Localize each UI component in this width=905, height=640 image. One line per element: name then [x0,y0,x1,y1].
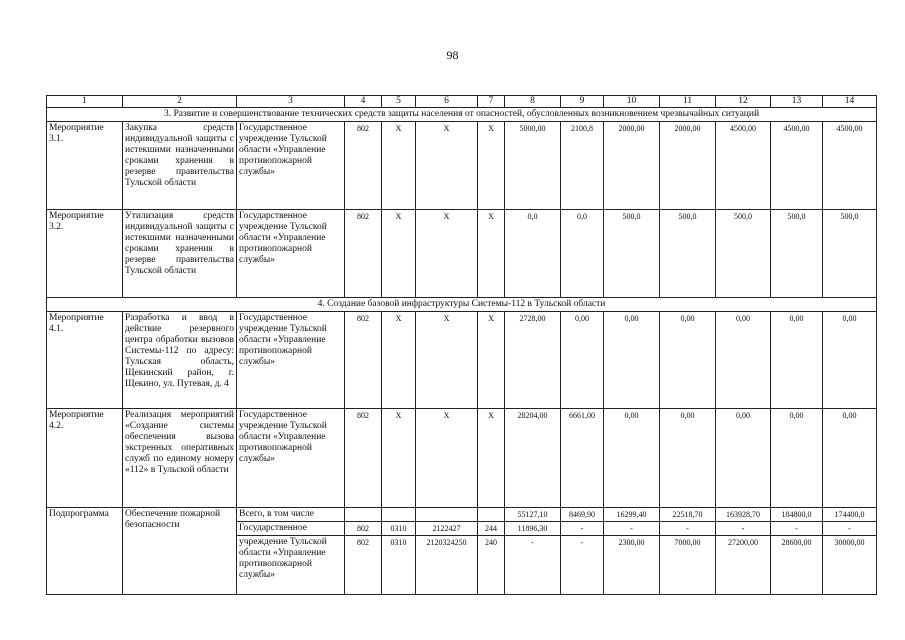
cell-c7: 244 [478,522,505,536]
cell-c5: X [382,122,416,210]
header-cell: 2 [123,96,237,108]
cell-c13: 0,00 [771,409,823,508]
cell-c12: - [716,522,771,536]
table-row [47,122,877,210]
table-row [47,312,877,409]
header-cell: 13 [771,96,823,108]
cell-c12: 4500,00 [716,122,771,210]
cell-c11: 0,00 [660,409,716,508]
subprogram-name: Обеспечение пожарной безопасности [123,508,237,595]
cell-c6: X [416,210,478,298]
cell-c9: 8469,90 [561,508,604,522]
header-row [47,96,877,108]
activity-name: Закупка средств индивидуальной защиты с истекшими назначенными сроками хранения в резерве правительства Тульской области [123,122,237,210]
cell-c10: - [604,522,660,536]
table-row [47,210,877,298]
cell-c6: X [416,409,478,508]
cell-c10: 16299,40 [604,508,660,522]
cell-c6: 2122427 [416,522,478,536]
cell-c9: 0,0 [561,210,604,298]
cell-c10: 0,00 [604,409,660,508]
executor: учреждение Тульской области «Управление противопожарной службы» [237,536,345,595]
cell-c9: 2100,8 [561,122,604,210]
executor: Государственное учреждение Тульской области «Управление противопожарной службы» [237,409,345,508]
activity-name: Разработка и ввод в действие резервного центра обработки вызовов Системы-112 по адресу: Тульская область, Щекинский район, г. Щекино, ул. Путевая, д. 4 [123,312,237,409]
cell-c14: - [823,522,877,536]
cell-c10: 2300,00 [604,536,660,595]
cell-c4: 802 [345,122,382,210]
cell-c4: 802 [345,409,382,508]
cell-c12: 500,0 [716,210,771,298]
cell-c4 [345,508,382,522]
activity-label: Мероприятие 4.2. [47,409,123,508]
cell-c13: 500,0 [771,210,823,298]
cell-c8: 0,0 [505,210,561,298]
executor: Государственное [237,522,345,536]
cell-c10: 0,00 [604,312,660,409]
cell-c9: - [561,536,604,595]
cell-c14: 0,00 [823,409,877,508]
header-cell: 1 [47,96,123,108]
cell-c13: 4500,00 [771,122,823,210]
activity-label: Мероприятие 4.1. [47,312,123,409]
cell-c11: - [660,522,716,536]
cell-c6: 2120324250 [416,536,478,595]
budget-table [46,95,877,595]
cell-c13: 28600,00 [771,536,823,595]
cell-c6: X [416,312,478,409]
cell-c7: X [478,210,505,298]
cell-c7 [478,508,505,522]
cell-c5 [382,508,416,522]
cell-c5: X [382,312,416,409]
cell-c14: 174400,0 [823,508,877,522]
cell-c12: 27200,00 [716,536,771,595]
cell-c11: 500,0 [660,210,716,298]
cell-c11: 7000,00 [660,536,716,595]
cell-c14: 4500,00 [823,122,877,210]
cell-c9: 0,00 [561,312,604,409]
section-4-title: 4. Создание базовой инфраструктуры Системы-112 в Тульской области [47,298,877,312]
cell-c4: 802 [345,210,382,298]
cell-c12: 163928,70 [716,508,771,522]
header-cell: 10 [604,96,660,108]
cell-c4: 802 [345,522,382,536]
activity-label: Мероприятие 3.2. [47,210,123,298]
cell-c14: 0,00 [823,312,877,409]
cell-c5: X [382,210,416,298]
page-number: 98 [446,48,459,62]
header-cell: 4 [345,96,382,108]
header-cell: 7 [478,96,505,108]
cell-c7: X [478,409,505,508]
header-cell: 11 [660,96,716,108]
cell-c9: 6661,00 [561,409,604,508]
activity-name: Реализация мероприятий «Создание системы обеспечения вызова экстренных оперативных служб по единому номеру «112» в Тульской области [123,409,237,508]
section-3-row [47,108,877,122]
cell-c8: 28204,00 [505,409,561,508]
cell-c6 [416,508,478,522]
cell-c13: 184800,0 [771,508,823,522]
cell-c8: 55127,10 [505,508,561,522]
header-cell: 12 [716,96,771,108]
header-cell: 8 [505,96,561,108]
header-cell: 6 [416,96,478,108]
cell-c8: - [505,536,561,595]
section-4-row [47,298,877,312]
cell-c7: X [478,122,505,210]
executor: Государственное учреждение Тульской области «Управление противопожарной службы» [237,312,345,409]
cell-c7: X [478,312,505,409]
cell-c9: - [561,522,604,536]
header-cell: 9 [561,96,604,108]
subprogram-total-row [47,508,877,522]
cell-c8: 2728,00 [505,312,561,409]
cell-c11: 0,00 [660,312,716,409]
cell-c5: 0310 [382,536,416,595]
activity-name: Утилизация средств индивидуальной защиты с истекшими назначенными сроками хранения в резерве правительства Тульской области [123,210,237,298]
cell-c8: 5000,00 [505,122,561,210]
activity-label: Мероприятие 3.1. [47,122,123,210]
cell-c5: X [382,409,416,508]
total-label: Всего, в том числе [237,508,345,522]
cell-c5: 0310 [382,522,416,536]
cell-c6: X [416,122,478,210]
header-cell: 5 [382,96,416,108]
cell-c13: 0,00 [771,312,823,409]
executor: Государственное учреждение Тульской области «Управление противопожарной службы» [237,122,345,210]
cell-c8: 11896,30 [505,522,561,536]
cell-c11: 2000,00 [660,122,716,210]
cell-c4: 802 [345,312,382,409]
cell-c7: 240 [478,536,505,595]
cell-c10: 500,0 [604,210,660,298]
section-3-title: 3. Развитие и совершенствование технических средств защиты населения от опасностей, обусловленных возникновением чрезвычайных ситуаций [47,108,877,122]
header-cell: 3 [237,96,345,108]
cell-c14: 500,0 [823,210,877,298]
table-row [47,409,877,508]
cell-c13: - [771,522,823,536]
cell-c12: 0,00 [716,312,771,409]
header-cell: 14 [823,96,877,108]
cell-c12: 0,00 [716,409,771,508]
cell-c11: 22518,70 [660,508,716,522]
cell-c14: 30000,00 [823,536,877,595]
cell-c4: 802 [345,536,382,595]
executor: Государственное учреждение Тульской области «Управление противопожарной службы» [237,210,345,298]
subprogram-label: Подпрограмма [47,508,123,595]
cell-c10: 2000,00 [604,122,660,210]
